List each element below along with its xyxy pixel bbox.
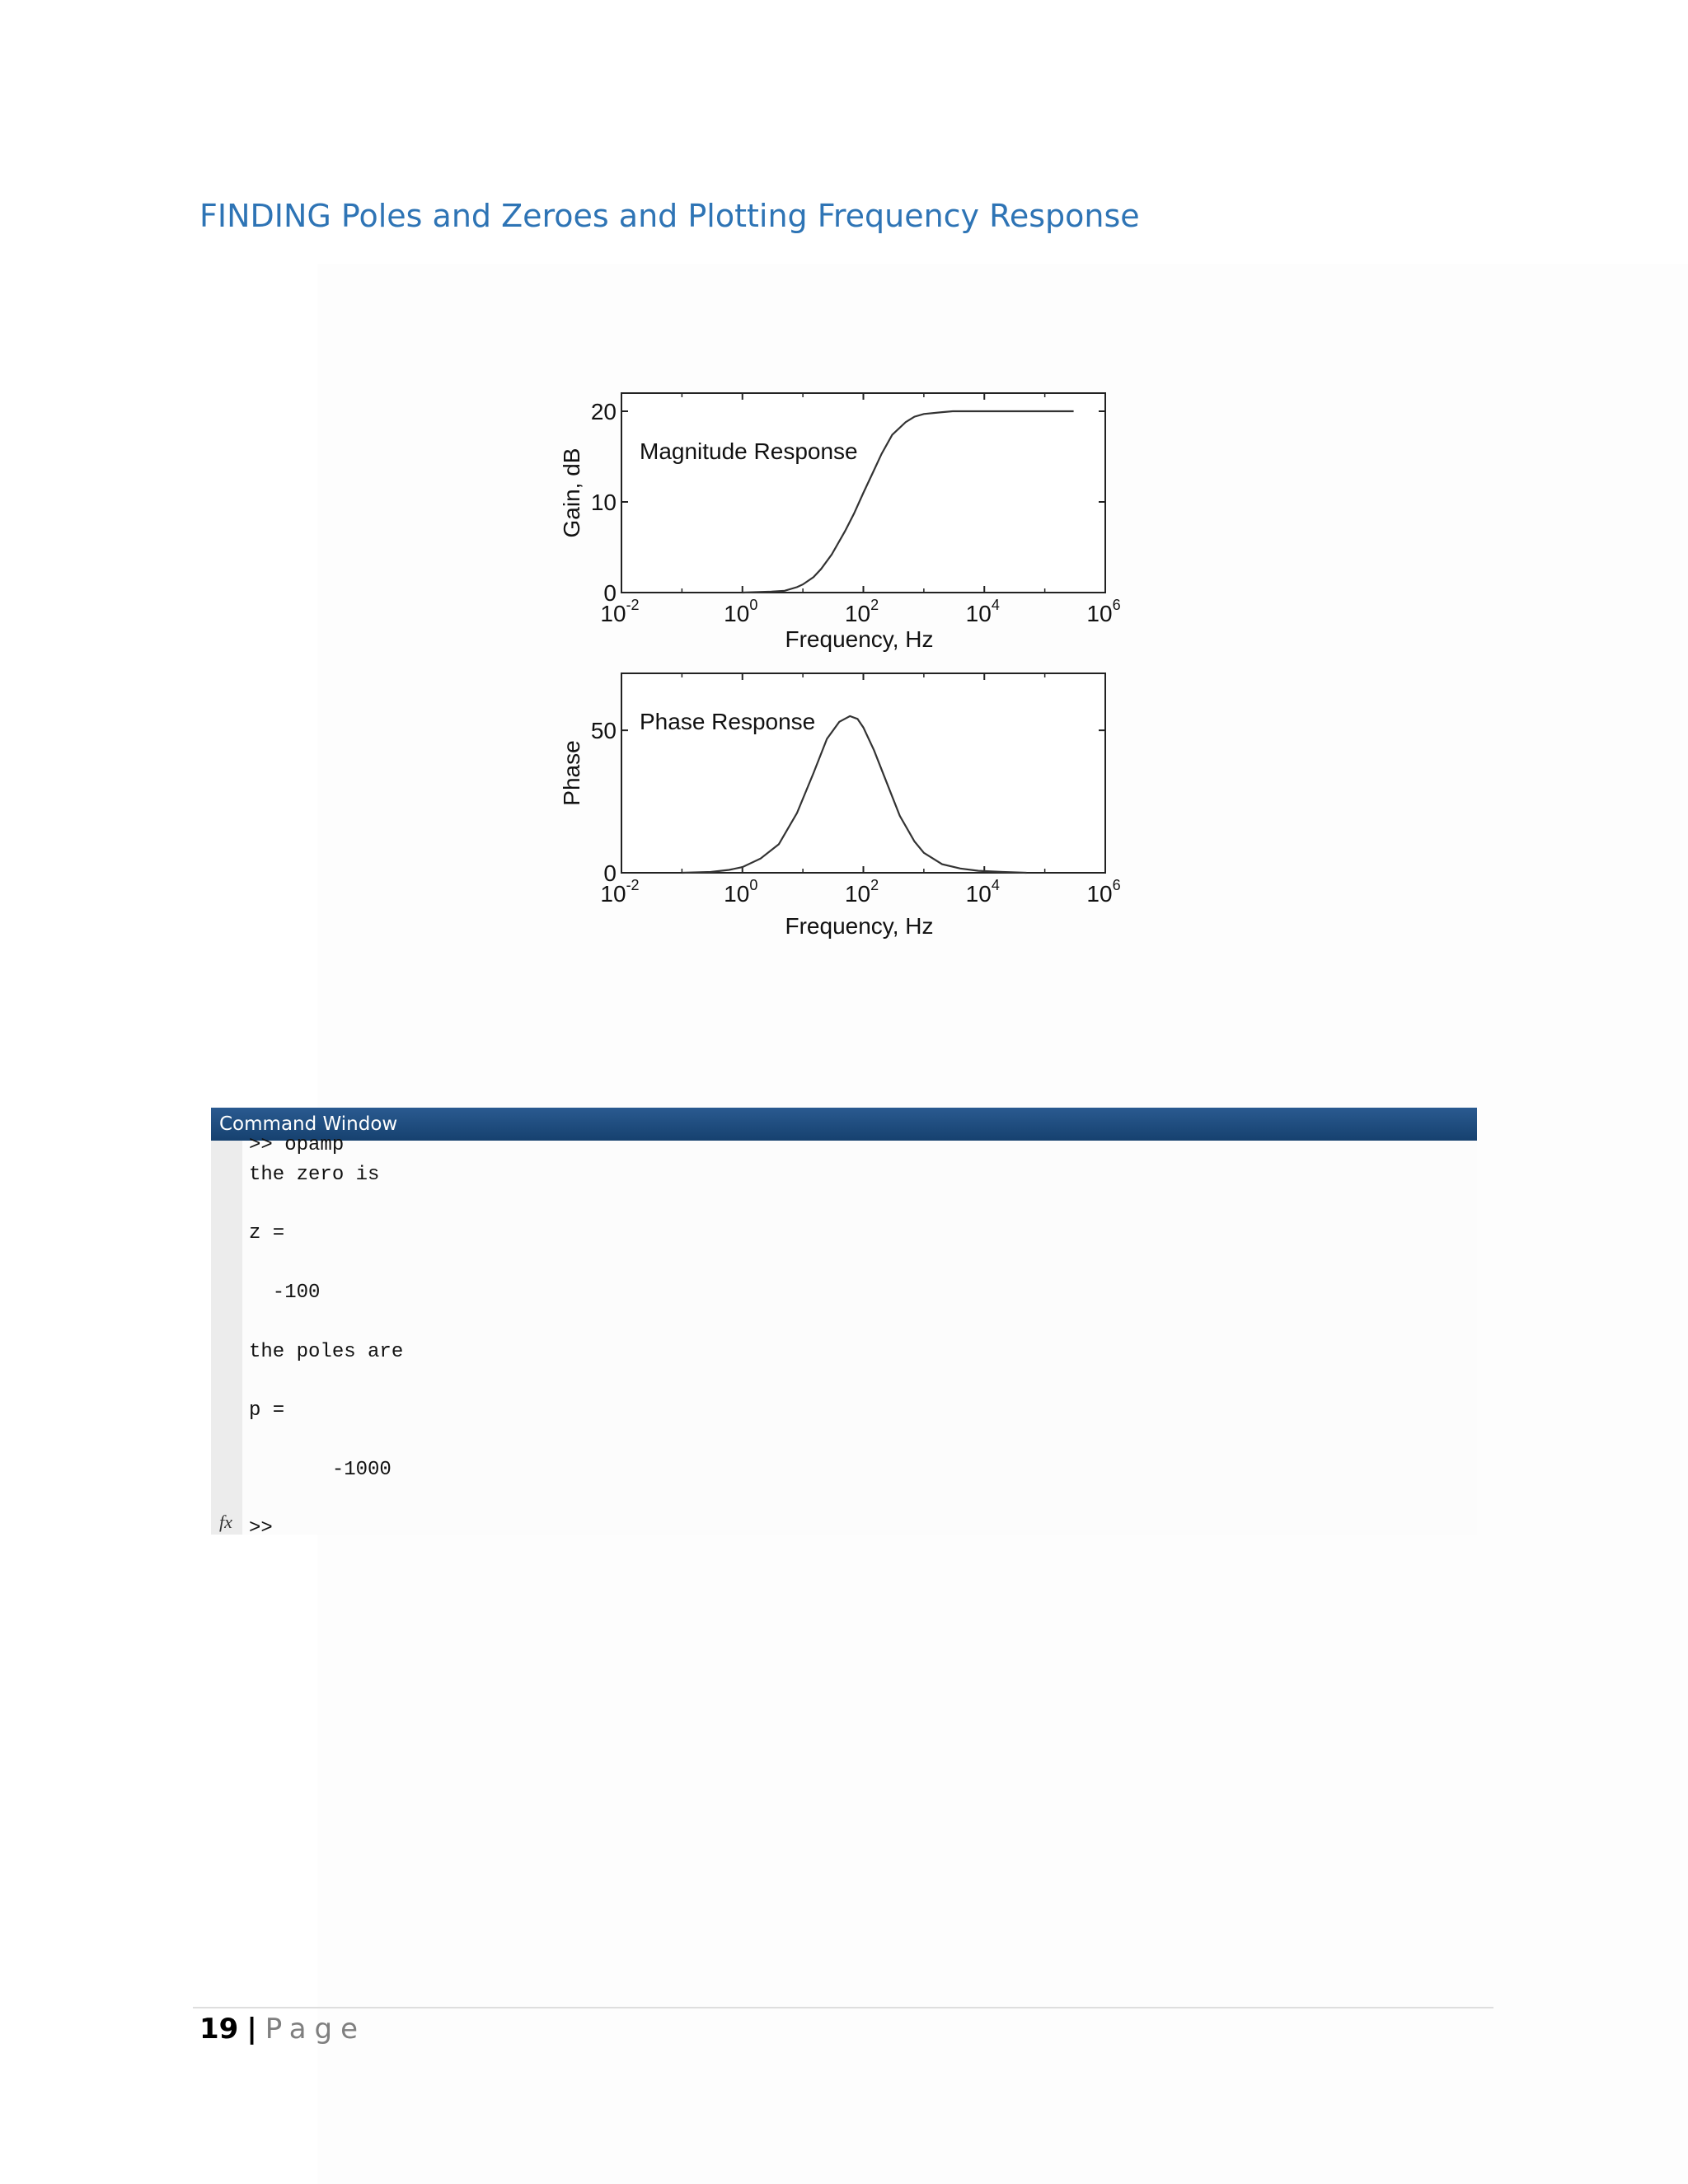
page-number: 19	[199, 2013, 239, 2046]
plot-annotation: Phase Response	[640, 709, 816, 734]
x-tick-label: $10^{-2}$	[600, 877, 640, 907]
y-axis-label: Phase	[559, 740, 584, 806]
y-tick-label: 0	[603, 860, 617, 886]
command-window-gutter	[211, 1141, 242, 1535]
y-axis-label: Gain, dB	[559, 448, 584, 538]
command-output-line: -1000	[249, 1458, 392, 1481]
command-output-line: the poles are	[249, 1340, 404, 1363]
x-tick-label: $10^0$	[724, 597, 758, 626]
y-tick-label: 10	[590, 490, 617, 515]
frequency-response-figure	[0, 0, 1688, 989]
x-tick-label: $10^{-2}$	[600, 597, 640, 626]
command-output-line: >> opamp	[249, 1134, 345, 1156]
x-tick-label: $10^2$	[844, 877, 879, 907]
page-footer	[199, 2013, 366, 2046]
y-tick-label: 20	[590, 399, 617, 424]
fx-icon[interactable]: fx	[219, 1511, 232, 1532]
x-tick-label: $10^4$	[965, 877, 1000, 907]
x-axis-label: Frequency, Hz	[785, 626, 934, 652]
command-output-line: p =	[249, 1399, 285, 1422]
x-tick-label: $10^6$	[1086, 597, 1121, 626]
page-heading: FINDING Poles and Zeroes and Plotting Frequency Response	[199, 198, 1140, 234]
command-output-line: -100	[249, 1282, 321, 1304]
plot-annotation: Magnitude Response	[640, 438, 858, 464]
command-window[interactable]	[211, 1108, 1477, 1535]
x-tick-label: $10^4$	[965, 597, 1000, 626]
y-tick-label: 50	[590, 718, 617, 744]
command-output-line: z =	[249, 1222, 285, 1245]
page-label: Page	[265, 2013, 367, 2046]
x-tick-label: $10^0$	[724, 877, 758, 907]
y-tick-label: 0	[603, 580, 617, 606]
footer-separator: |	[246, 2013, 257, 2046]
command-output-line: >>	[249, 1517, 273, 1535]
x-axis-label: Frequency, Hz	[785, 913, 934, 939]
x-tick-label: $10^2$	[844, 597, 879, 626]
plot-frame	[621, 673, 1105, 873]
x-tick-label: $10^6$	[1086, 877, 1121, 907]
footer-divider	[193, 2007, 1493, 2008]
command-output-line: the zero is	[249, 1163, 380, 1186]
command-window-title: Command Window	[211, 1108, 1477, 1141]
